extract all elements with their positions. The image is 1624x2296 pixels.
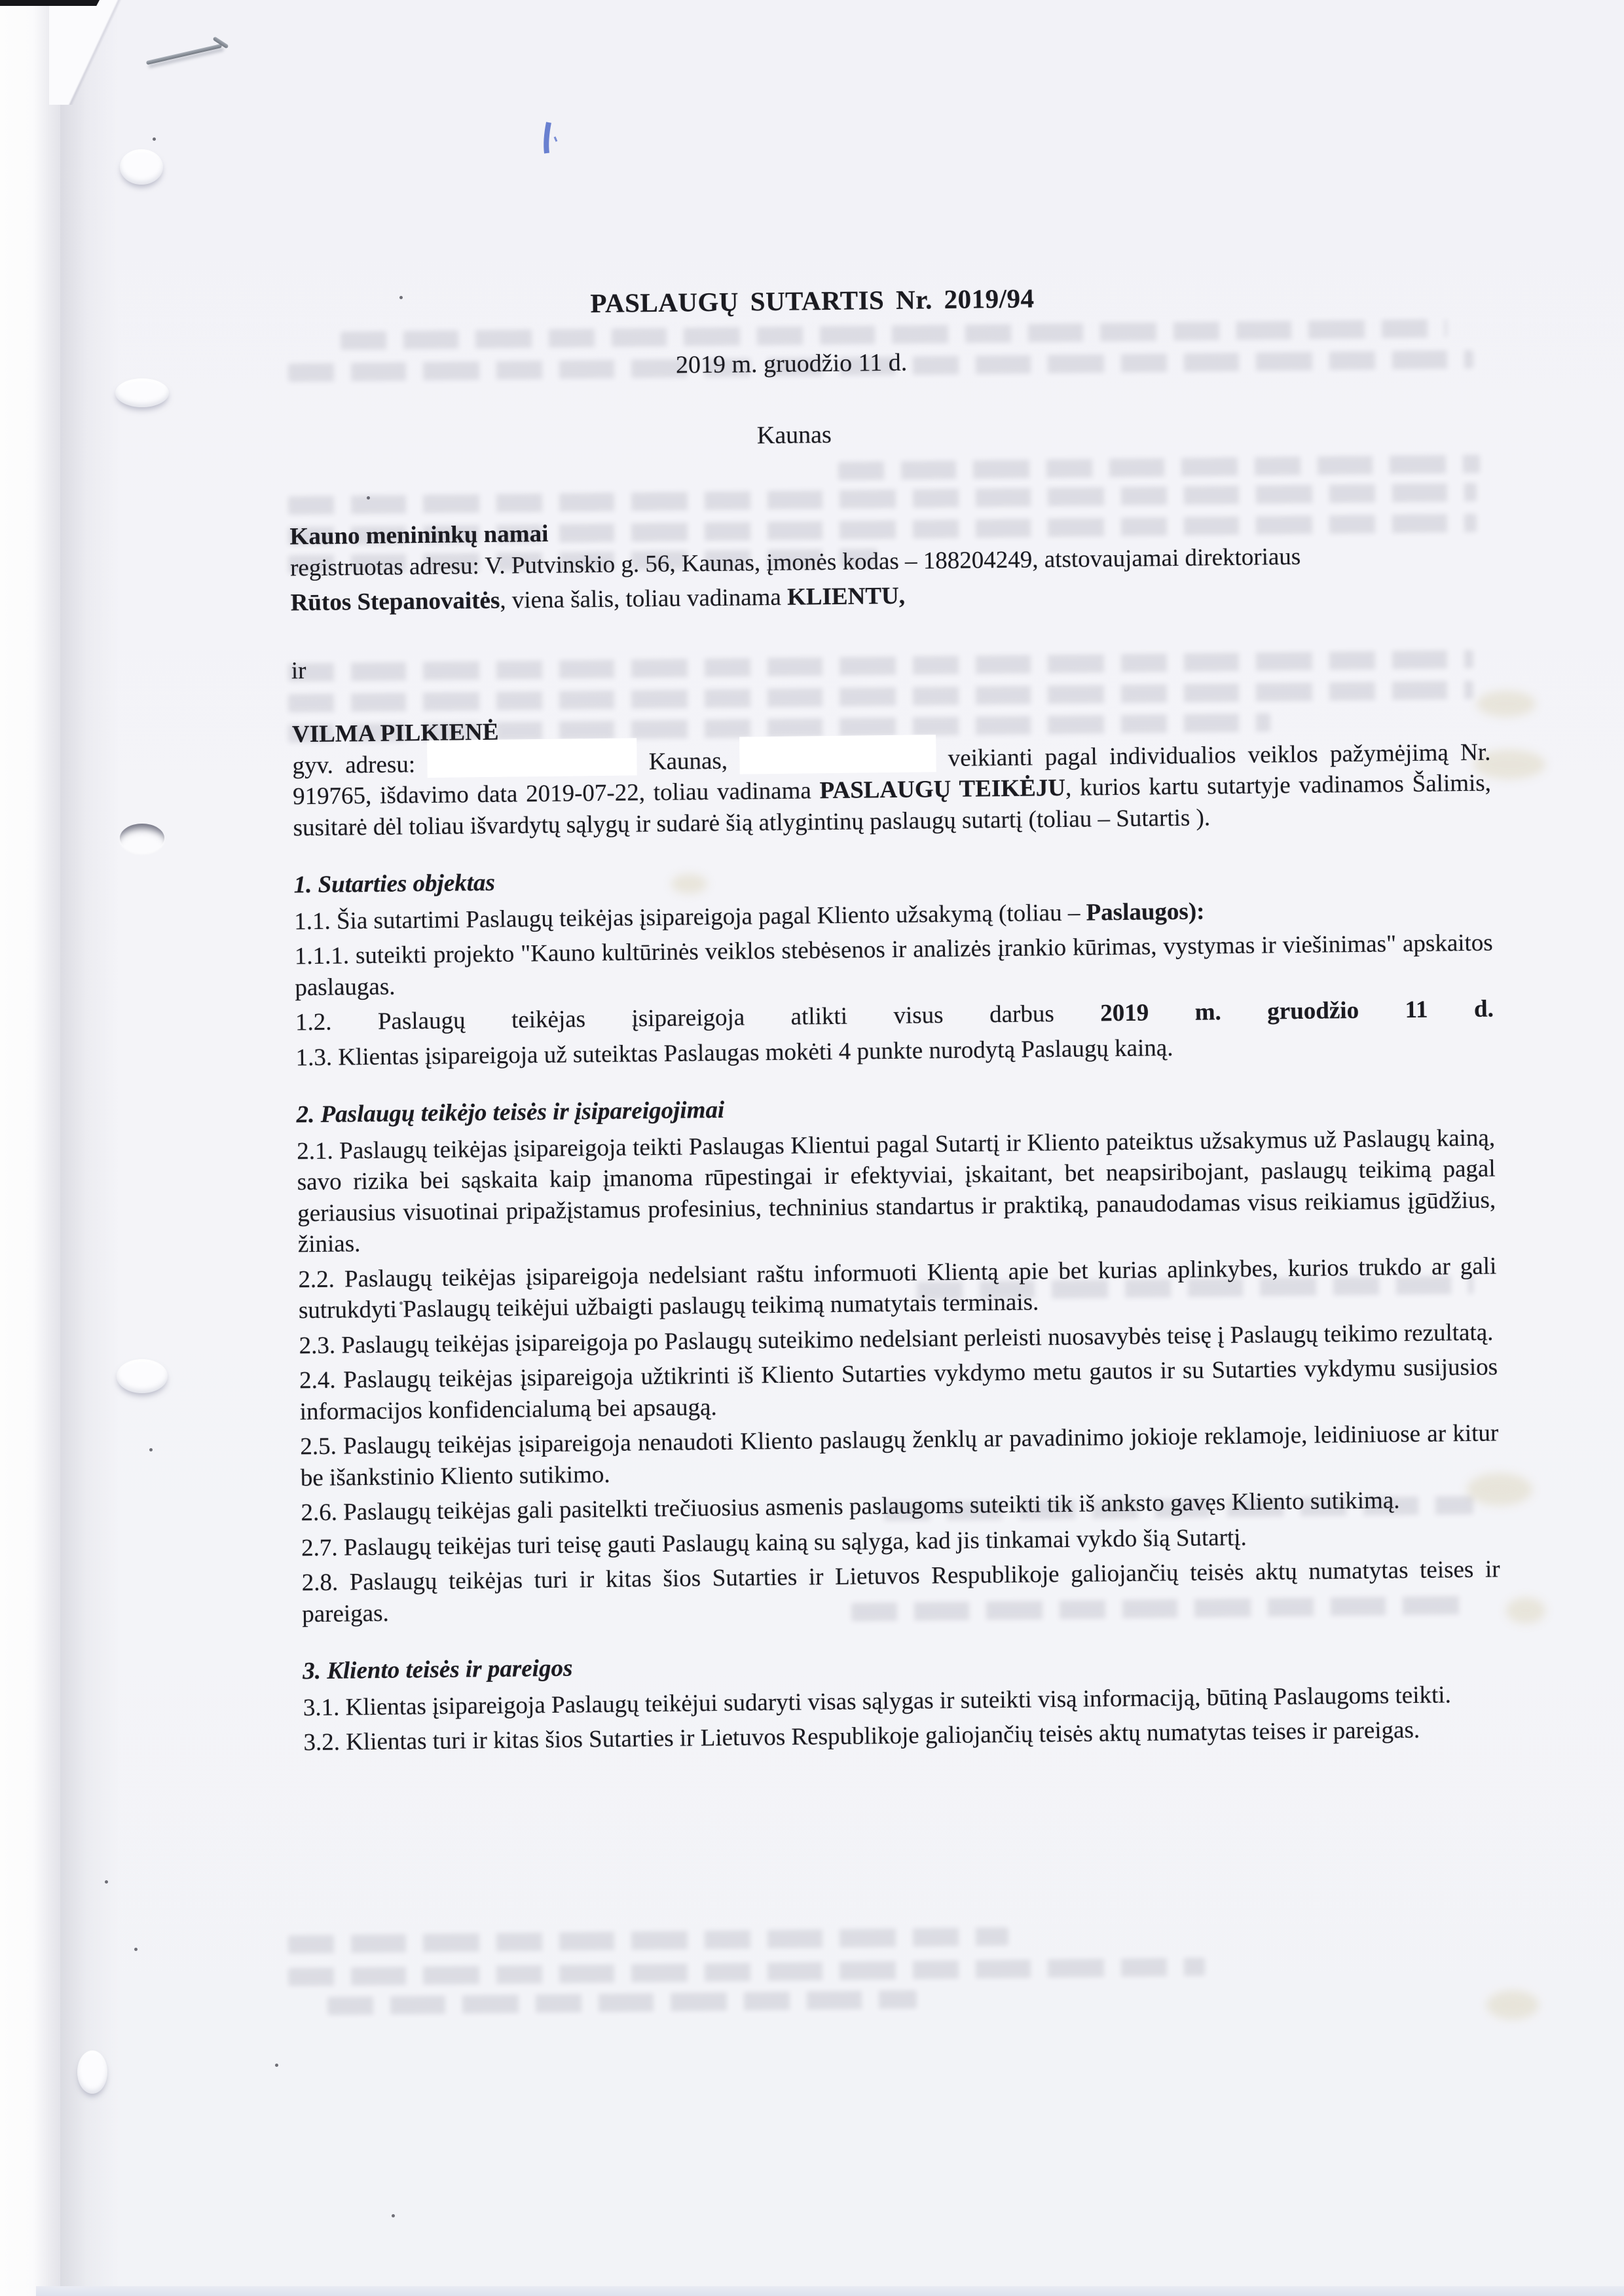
contract-clause: 3.2. Klientas turi ir kitas šios Sutarties ir Lietuvos Respublikoje galiojančių teisės aktų numatytas teises ir pareigas.: [303, 1716, 1420, 1757]
section-heading: 2. Paslaugų teikėjo teisės ir įsipareigojimai: [296, 1096, 725, 1129]
contract-clause: 2.7. Paslaugų teikėjas turi teisę gauti Paslaugų kainą su sąlyga, kad jis tinkamai vykdo šią Sutartį.: [301, 1523, 1247, 1561]
redaction-box: [739, 743, 936, 774]
contract-clause: 1.3. Klientas įsipareigoja už suteiktas Paslaugas mokėti 4 punkte nurodytą Paslaugų kainą.: [295, 1034, 1173, 1071]
section-heading: 1. Sutarties objektas: [293, 869, 496, 899]
party-client-details: Rūtos Stepanovaitės, viena šalis, toliau vadinama KLIENTU,: [290, 582, 906, 617]
contract-clause: 3.1. Klientas įsipareigoja Paslaugų teikėjui sudaryti visas sąlygas ir suteikti visą informaciją, būtiną Paslaugoms teikti.: [303, 1681, 1452, 1721]
party-client-details: registruotas adresu: V. Putvinskio g. 56, Kaunas, įmonės kodas – 188204249, atstovaujamai direktoriaus: [289, 543, 1301, 581]
document-title: PASLAUGŲ SUTARTIS Nr. 2019/94: [590, 283, 1035, 319]
parties-connector: ir: [291, 657, 306, 684]
party-provider-details: gyv. adresu: Kaunas, veikianti pagal individualios veiklos pažymėjimą Nr. 919765, išdavimo data 2019-07-22, toliau vadinama PASLAUGŲ TEIKĖJU, kurios kartu sutartyje vadinamos Šalimis, susitarė dėl toliau išvardytų sąlygų ir sudarė šią atlygintinų paslaugų sutartį (toliau – Sutartis ).: [292, 738, 1492, 841]
contract-clause: 1.2. Paslaugų teikėjas įsipareigoja atlikti visus darbus 2019 m. gruodžio 11 d.: [295, 995, 1494, 1036]
contract-clause: 2.5. Paslaugų teikėjas įsipareigoja nenaudoti Kliento paslaugų ženklų ar pavadinimo jokioje reklamoje, leidiniuose ar kitur be išankstinio Kliento sutikimo.: [300, 1419, 1499, 1491]
party-client-name: Kauno menininkų namai: [289, 520, 549, 551]
party-provider-name: VILMA PILKIENĖ: [291, 718, 499, 748]
contract-clause: 2.8. Paslaugų teikėjas turi ir kitas šios Sutarties ir Lietuvos Respublikoje galiojančių teisės aktų numatytas teises ir pareigas.: [301, 1556, 1500, 1628]
contract-clause: 2.2. Paslaugų teikėjas įsipareigoja nedelsiant raštu informuoti Klientą apie bet kurias aplinkybes, kurios trukdo ar gali sutrukdyti Paslaugų teikėjui užbaigti paslaugų teikimą numatytais terminais.: [298, 1252, 1497, 1324]
document-date: 2019 m. gruodžio 11 d.: [675, 348, 908, 379]
contract-clause: 2.4. Paslaugų teikėjas įsipareigoja užtikrinti iš Kliento Sutarties vykdymo metu gautos ir su Sutarties vykdymu susijusios informacijos konfidencialumą bei apsaugą.: [299, 1353, 1498, 1425]
contract-clause: 2.1. Paslaugų teikėjas įsipareigoja teikti Paslaugas Klientui pagal Sutartį ir Kliento pateiktus užsakymus už Paslaugų kainą, savo rizika bei sąskaita kaip įmanoma rūpestingai ir efektyviai, įskaitant, bet neapsiribojant, paslaugų teikimą pagal geriausius visuotinai pripažįstamus profesinius, techninius standartus ir praktiką, panaudodamas visus reikiamus įgūdžius, žinias.: [296, 1124, 1496, 1258]
contract-clause: 2.6. Paslaugų teikėjas gali pasitelkti trečiuosius asmenis paslaugoms suteikti tik iš anksto gavęs Kliento sutikimą.: [301, 1487, 1400, 1527]
sections: [293, 856, 1502, 1758]
document-city: Kaunas: [756, 420, 832, 450]
contract-body: [289, 508, 1502, 1762]
contract-clause: 1.1. Šia sutartimi Paslaugų teikėjas įsipareigoja pagal Kliento užsakymą (toliau – Paslaugos):: [293, 898, 1205, 935]
redaction-box: [427, 746, 637, 778]
section-heading: 3. Kliento teisės ir pareigos: [302, 1654, 573, 1685]
contract-clause: 1.1.1. suteikti projekto "Kauno kultūrinės veiklos stebėsenos ir analizės įrankio kūrimas, vystymas ir viešinimas" apskaitos paslaugas.: [294, 929, 1493, 1001]
contract-clause: 2.3. Paslaugų teikėjas įsipareigoja po Paslaugų suteikimo nedelsiant perleisti nuosavybės teisę į Paslaugų teikimo rezultatą.: [299, 1319, 1494, 1359]
